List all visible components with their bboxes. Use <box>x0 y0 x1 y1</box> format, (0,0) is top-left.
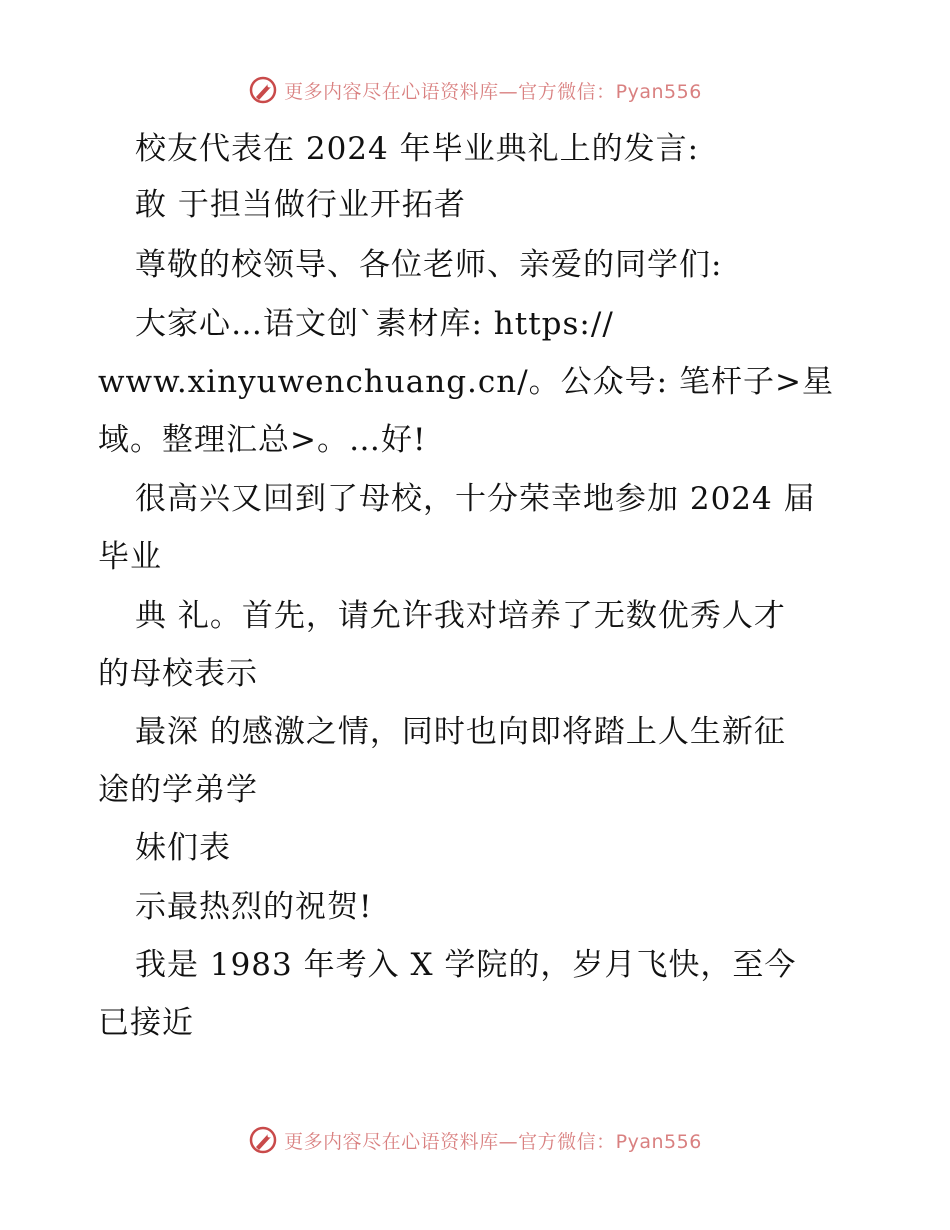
document-subtitle: 敢 于担当做行业开拓者 <box>135 187 466 223</box>
paragraph-line: 最深 的感激之情，同时也向即将踏上人生新征 <box>135 714 786 750</box>
paragraph-line: 大家心…语文创`素材库: https:// <box>135 306 614 342</box>
paragraph-line: 很高兴又回到了母校，十分荣幸地参加 2024 届 <box>135 481 816 517</box>
header-banner-text: 更多内容尽在心语资料库—官方微信：Pyan556 <box>284 80 702 103</box>
paragraph-line: 已接近 <box>98 1005 194 1041</box>
pen-logo-icon <box>248 1125 278 1155</box>
paragraph-line: 典 礼。首先，请允许我对培养了无数优秀人才 <box>135 598 786 634</box>
footer-banner-text: 更多内容尽在心语资料库—官方微信：Pyan556 <box>284 1130 702 1153</box>
footer-banner <box>0 1120 950 1160</box>
pen-logo-icon <box>248 75 278 105</box>
paragraph-line: 妹们表 <box>135 830 231 866</box>
paragraph-line: 域。整理汇总>。…好! <box>98 422 427 458</box>
header-banner <box>0 70 950 110</box>
salutation: 尊敬的校领导、各位老师、亲爱的同学们: <box>135 247 723 283</box>
paragraph-line: 我是 1983 年考入 X 学院的，岁月飞快，至今 <box>135 947 797 983</box>
paragraph-line: www.xinyuwenchuang.cn/。公众号: 笔杆子>星 <box>98 364 834 400</box>
paragraph-line: 的母校表示 <box>98 656 258 692</box>
document-title: 校友代表在 2024 年毕业典礼上的发言: <box>135 131 700 167</box>
paragraph-line: 示最热烈的祝贺! <box>135 889 373 925</box>
paragraph-line: 途的学弟学 <box>98 772 258 808</box>
paragraph-line: 毕业 <box>98 539 162 575</box>
